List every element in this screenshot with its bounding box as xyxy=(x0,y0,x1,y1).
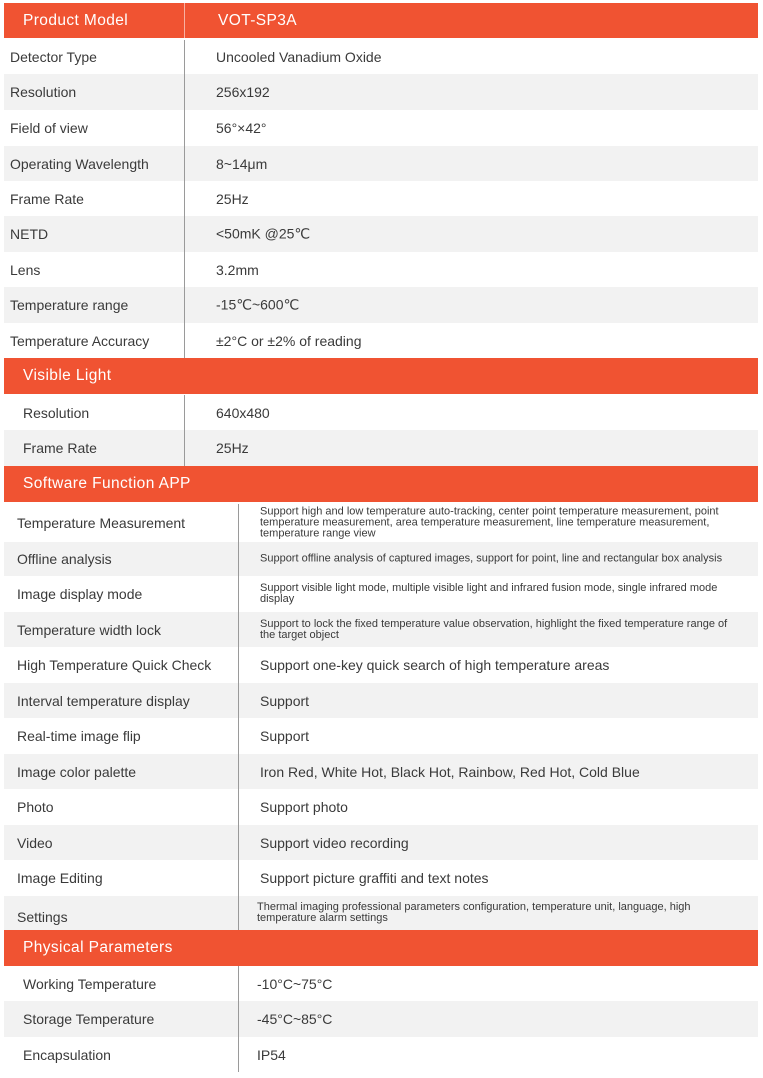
spec-row xyxy=(4,1037,758,1072)
function-value: Thermal imaging professional parameters configuration, temperature unit, language, high temperature alarm settings xyxy=(257,901,691,924)
function-label: Image display mode xyxy=(17,586,143,602)
spec-value: Uncooled Vanadium Oxide xyxy=(216,49,382,65)
spec-label: NETD xyxy=(10,226,49,242)
physical-header xyxy=(4,930,758,966)
spec-label: Resolution xyxy=(10,84,77,100)
spec-value: 25Hz xyxy=(216,440,249,456)
function-row xyxy=(4,718,758,754)
function-row xyxy=(4,860,758,896)
spec-value: 3.2mm xyxy=(216,261,259,278)
spec-value: 8~14μm xyxy=(216,155,268,172)
spec-label: Frame Rate xyxy=(10,190,84,207)
spec-row xyxy=(4,430,758,466)
function-label: High Temperature Quick Check xyxy=(17,657,212,673)
spec-label: Temperature range xyxy=(10,297,129,313)
spec-row xyxy=(4,146,758,181)
function-value: Support xyxy=(260,728,310,744)
spec-row xyxy=(4,1001,758,1037)
function-value: Support to lock the fixed temperature value observation, highlight the fixed temperature range of the target object xyxy=(260,617,728,641)
function-label: Offline analysis xyxy=(17,551,112,567)
function-row xyxy=(4,576,758,612)
spec-value: ±2°C or ±2% of reading xyxy=(216,332,362,349)
function-value: Support photo xyxy=(260,799,348,815)
spec-row xyxy=(4,395,758,430)
spec-row xyxy=(4,40,758,74)
function-label: Real-time image flip xyxy=(17,728,141,744)
function-row xyxy=(4,896,758,930)
function-row xyxy=(4,647,758,683)
function-label: Photo xyxy=(17,799,54,815)
function-row xyxy=(4,789,758,825)
spec-value: -10°C~75°C xyxy=(257,975,333,992)
function-row xyxy=(4,754,758,789)
spec-label: Detector Type xyxy=(10,49,97,65)
spec-label: Resolution xyxy=(23,404,90,421)
section-title: Visible Light xyxy=(23,367,112,384)
spec-value: -15℃~600℃ xyxy=(216,296,300,313)
function-value: Support high and low temperature auto-tracking, center point temperature measurement, point temperature measurement, area temperature measurement, line temperature measurement, temperature range view xyxy=(260,505,719,540)
function-label: Temperature Measurement xyxy=(17,515,186,531)
product-model-value: VOT-SP3A xyxy=(218,11,298,29)
spec-row xyxy=(4,74,758,110)
spec-label: Frame Rate xyxy=(23,440,97,456)
spec-label: Working Temperature xyxy=(23,975,157,992)
product-model-header xyxy=(4,3,758,38)
product-model-label: Product Model xyxy=(23,11,129,29)
spec-label: Storage Temperature xyxy=(23,1011,155,1027)
function-value: Support video recording xyxy=(260,834,409,851)
function-label: Image color palette xyxy=(17,763,137,780)
spec-label: Encapsulation xyxy=(23,1046,111,1063)
function-row xyxy=(4,612,758,647)
spec-value: 25Hz xyxy=(216,190,249,207)
function-label: Temperature width lock xyxy=(17,621,161,638)
spec-row xyxy=(4,323,758,358)
spec-value: -45°C~85°C xyxy=(257,1011,333,1027)
section-title: Physical Parameters xyxy=(23,939,173,956)
function-row xyxy=(4,683,758,718)
spec-value: <50mK @25℃ xyxy=(216,225,311,242)
spec-row xyxy=(4,216,758,252)
spec-value: 256x192 xyxy=(216,84,270,100)
software-header xyxy=(4,466,758,502)
spec-value: 640x480 xyxy=(216,404,270,421)
function-value: Support picture graffiti and text notes xyxy=(260,870,489,886)
function-label: Interval temperature display xyxy=(17,692,190,709)
spec-value: 56°×42° xyxy=(216,120,267,136)
spec-label: Temperature Accuracy xyxy=(10,332,150,349)
function-row xyxy=(4,825,758,860)
spec-row xyxy=(4,181,758,216)
function-label: Video xyxy=(17,834,53,851)
spec-row xyxy=(4,966,758,1001)
function-value: Iron Red, White Hot, Black Hot, Rainbow, Red Hot, Cold Blue xyxy=(260,763,640,780)
function-value: Support visible light mode, multiple visible light and infrared fusion mode, single infrared mode display xyxy=(260,582,718,605)
function-value: Support xyxy=(260,692,310,709)
spec-label: Lens xyxy=(10,261,41,278)
function-row xyxy=(4,504,758,542)
function-label: Image Editing xyxy=(17,870,103,886)
spec-value: IP54 xyxy=(257,1046,286,1063)
spec-row xyxy=(4,252,758,287)
function-value: Support offline analysis of captured images, support for point, line and rectangular box analysis xyxy=(260,552,723,565)
spec-label: Field of view xyxy=(10,120,88,136)
function-value: Support one-key quick search of high temperature areas xyxy=(260,657,610,673)
function-label: Settings xyxy=(17,909,68,926)
spec-label: Operating Wavelength xyxy=(10,155,149,172)
function-row xyxy=(4,542,758,576)
visible-light-header xyxy=(4,358,758,394)
section-title: Software Function APP xyxy=(23,475,191,492)
spec-row xyxy=(4,287,758,323)
spec-row xyxy=(4,110,758,146)
